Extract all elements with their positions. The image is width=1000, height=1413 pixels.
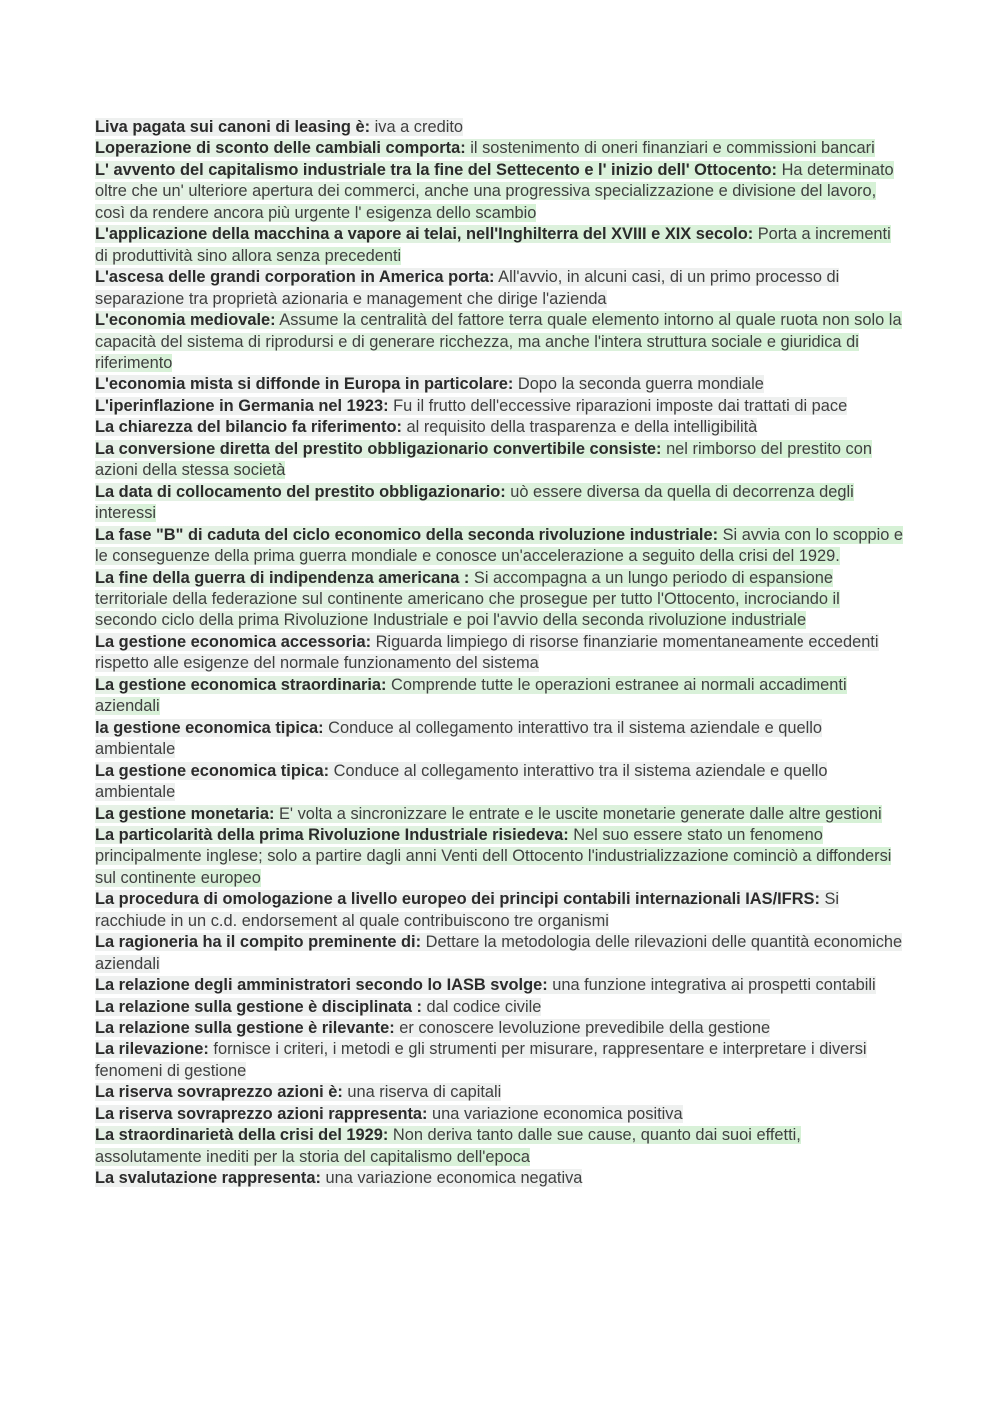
- entry-definition: Fu il frutto dell'eccessive riparazioni imposte dai trattati di pace: [388, 396, 848, 415]
- entry-term: La gestione economica straordinaria:: [95, 675, 387, 694]
- entry-term: la gestione economica tipica:: [95, 718, 324, 737]
- entry-term: L'economia mista si diffonde in Europa in particolare:: [95, 375, 514, 394]
- entry-highlight: [95, 268, 839, 307]
- entry-highlight: [95, 805, 882, 823]
- entry-definition: Si accompagna a un lungo periodo di espansione territoriale della federazione sul continente americano che prosegue per tutto l'Ottocento, incrociando il secondo ciclo della prima Rivoluzione Industriale e poi l'avvio della seconda rivoluzione industriale: [95, 568, 840, 630]
- entry-definition: al requisito della trasparenza e della intelligibilità: [401, 418, 758, 437]
- entry-definition: er conoscere levoluzione prevedibile della gestione: [394, 1019, 771, 1038]
- entry-highlight: [95, 418, 757, 436]
- glossary-entry: [95, 1082, 905, 1103]
- glossary-entry: [95, 825, 905, 889]
- entry-highlight: [95, 161, 894, 222]
- entry-highlight: [95, 1105, 683, 1123]
- entry-highlight: [95, 139, 875, 157]
- entry-term: L'ascesa delle grandi corporation in America porta:: [95, 268, 495, 287]
- glossary-entry: [95, 718, 905, 761]
- glossary-entry: [95, 975, 905, 996]
- entry-term: La gestione economica tipica:: [95, 761, 330, 780]
- entry-term: La relazione sulla gestione è disciplinata :: [95, 997, 422, 1016]
- entry-definition: All'avvio, in alcuni casi, di un primo processo di separazione tra proprietà azionaria e management che dirige l'azienda: [95, 268, 840, 308]
- glossary-entry: [95, 804, 905, 825]
- entry-highlight: [95, 826, 891, 887]
- entry-definition: dal codice civile: [422, 997, 542, 1016]
- entry-term: La ragioneria ha il compito preminente di:: [95, 933, 422, 952]
- entry-definition: Ha determinato oltre che un' ulteriore apertura dei commerci, anche una progressiva specializzazione e divisione del lavoro, così da rendere ancora più urgente l' esigenza dello scambio: [95, 160, 894, 222]
- entry-term: La rilevazione:: [95, 1040, 209, 1059]
- entry-definition: una variazione economica negativa: [320, 1169, 583, 1188]
- entry-highlight: [95, 483, 854, 522]
- entry-term: La svalutazione rappresenta:: [95, 1169, 321, 1188]
- entry-highlight: [95, 976, 876, 994]
- entry-highlight: [95, 676, 847, 715]
- glossary-entry: [95, 997, 905, 1018]
- glossary-entry: [95, 374, 905, 395]
- entry-term: Liva pagata sui canoni di leasing è:: [95, 118, 371, 136]
- entry-definition: una variazione economica positiva: [427, 1104, 683, 1123]
- entry-term: La conversione diretta del prestito obbligazionario convertibile consiste:: [95, 439, 662, 458]
- entry-definition: Assume la centralità del fattore terra quale elemento intorno al quale ruota non solo la capacità del sistema di riprodursi e di generare ricchezza, ma anche l'intera struttura sociale e giuridica di riferimento: [95, 311, 902, 372]
- entry-highlight: [95, 440, 872, 479]
- entry-term: L'iperinflazione in Germania nel 1923:: [95, 396, 389, 415]
- entry-term: Loperazione di sconto delle cambiali comporta:: [95, 139, 466, 158]
- glossary-list: [95, 117, 905, 1190]
- glossary-entry: [95, 439, 905, 482]
- entry-term: La fine della guerra di indipendenza americana :: [95, 568, 470, 587]
- entry-highlight: [95, 1019, 770, 1037]
- glossary-entry: [95, 160, 905, 224]
- entry-term: La fase "B" di caduta del ciclo economico della seconda rivoluzione industriale:: [95, 525, 719, 544]
- entry-highlight: [95, 998, 541, 1016]
- glossary-entry: [95, 1018, 905, 1039]
- entry-highlight: [95, 375, 764, 393]
- glossary-entry: [95, 632, 905, 675]
- entry-highlight: [95, 526, 903, 565]
- entry-term: L' avvento del capitalismo industriale tra la fine del Settecento e l' inizio dell' Ottocento:: [95, 160, 778, 179]
- entry-definition: uò essere diversa da quella di decorrenza degli interessi: [95, 482, 854, 523]
- entry-definition: Non deriva tanto dalle sue cause, quanto dai suoi effetti, assolutamente inediti per la storia del capitalismo dell'epoca: [95, 1126, 801, 1166]
- entry-highlight: [95, 311, 902, 372]
- glossary-entry: [95, 396, 905, 417]
- entry-highlight: [95, 1126, 801, 1165]
- glossary-entry: [95, 117, 905, 138]
- entry-term: La riserva sovraprezzo azioni rappresenta:: [95, 1104, 428, 1123]
- entry-highlight: [95, 933, 902, 972]
- entry-definition: iva a credito: [370, 118, 464, 136]
- entry-highlight: [95, 225, 891, 264]
- entry-term: La straordinarietà della crisi del 1929:: [95, 1126, 389, 1145]
- entry-highlight: [95, 890, 839, 929]
- glossary-entry: [95, 1125, 905, 1168]
- glossary-entry: [95, 675, 905, 718]
- entry-definition: Comprende tutte le operazioni estranee ai normali accadimenti aziendali: [95, 675, 847, 716]
- entry-definition: fornisce i criteri, i metodi e gli strumenti per misurare, rappresentare e interpretare i diversi fenomeni di gestione: [95, 1040, 867, 1080]
- entry-term: La relazione degli amministratori secondo lo IASB svolge:: [95, 976, 548, 995]
- entry-definition: Dopo la seconda guerra mondiale: [513, 375, 764, 394]
- entry-highlight: [95, 719, 822, 758]
- glossary-entry: [95, 1039, 905, 1082]
- entry-highlight: [95, 397, 847, 415]
- entry-term: La procedura di omologazione a livello europeo dei principi contabili internazionali IAS/IFRS:: [95, 890, 820, 909]
- entry-definition: nel rimborso del prestito con azioni della stessa società: [95, 439, 872, 480]
- entry-highlight: [95, 118, 463, 136]
- entry-highlight: [95, 633, 879, 672]
- entry-definition: Conduce al collegamento interattivo tra il sistema aziendale e quello ambientale: [95, 718, 823, 759]
- entry-term: La particolarità della prima Rivoluzione Industriale risiedeva:: [95, 825, 569, 844]
- glossary-entry: [95, 761, 905, 804]
- glossary-entry: [95, 482, 905, 525]
- entry-definition: E' volta a sincronizzare le entrate e le uscite monetarie generate dalle altre gestioni: [274, 804, 882, 823]
- entry-highlight: [95, 1083, 501, 1101]
- entry-term: La data di collocamento del prestito obbligazionario:: [95, 482, 506, 501]
- glossary-entry: [95, 267, 905, 310]
- glossary-entry: [95, 417, 905, 438]
- entry-term: La riserva sovraprezzo azioni è:: [95, 1083, 343, 1102]
- entry-term: La gestione monetaria:: [95, 804, 275, 823]
- entry-highlight: [95, 762, 827, 801]
- entry-definition: Riguarda limpiego di risorse finanziarie momentaneamente eccedenti rispetto alle esigenze del normale funzionamento del sistema: [95, 632, 879, 673]
- entry-definition: Conduce al collegamento interattivo tra il sistema aziendale e quello ambientale: [95, 761, 828, 802]
- glossary-entry: [95, 1168, 905, 1189]
- entry-highlight: [95, 1169, 582, 1187]
- glossary-entry: [95, 1104, 905, 1125]
- entry-term: La gestione economica accessoria:: [95, 632, 372, 651]
- glossary-entry: [95, 525, 905, 568]
- glossary-entry: [95, 224, 905, 267]
- entry-definition: Si avvia con lo scoppio e le conseguenze della prima guerra mondiale e conosce un'accelerazione a seguito della crisi del 1929.: [95, 525, 904, 566]
- entry-definition: il sostenimento di oneri finanziari e commissioni bancari: [465, 139, 875, 158]
- entry-definition: una riserva di capitali: [342, 1083, 502, 1102]
- entry-term: La relazione sulla gestione è rilevante:: [95, 1019, 395, 1038]
- entry-term: L'applicazione della macchina a vapore ai telai, nell'Inghilterra del XVIII e XIX secolo:: [95, 225, 754, 244]
- glossary-entry: [95, 568, 905, 632]
- entry-term: L'economia mediovale:: [95, 311, 276, 330]
- entry-term: La chiarezza del bilancio fa riferimento:: [95, 418, 402, 437]
- entry-highlight: [95, 569, 840, 630]
- entry-definition: Dettare la metodologia delle rilevazioni delle quantità economiche aziendali: [95, 933, 903, 973]
- glossary-entry: [95, 138, 905, 159]
- entry-definition: Si racchiude in un c.d. endorsement al quale contribuiscono tre organismi: [95, 890, 840, 930]
- glossary-entry: [95, 310, 905, 374]
- entry-definition: Nel suo essere stato un fenomeno principalmente inglese; solo a partire dagli anni Venti dell Ottocento l'industrializzazione cominciò a diffondersi sul continente europeo: [95, 825, 892, 887]
- entry-highlight: [95, 1040, 867, 1079]
- glossary-entry: [95, 932, 905, 975]
- glossary-entry: [95, 889, 905, 932]
- entry-definition: una funzione integrativa ai prospetti contabili: [547, 976, 876, 995]
- entry-definition: Porta a incrementi di produttività sino allora senza precedenti: [95, 225, 891, 265]
